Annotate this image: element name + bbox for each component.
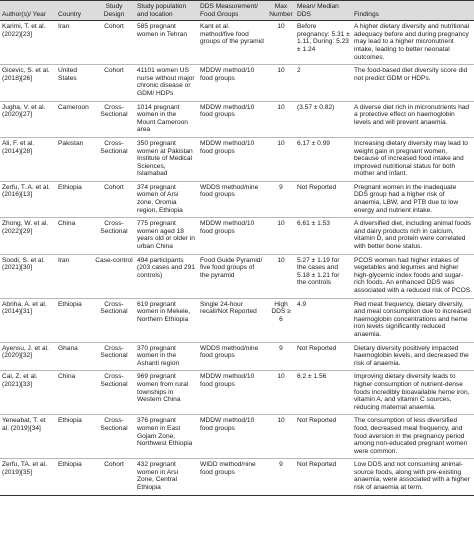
cell-study-design: Cross-Sectional bbox=[93, 218, 135, 254]
cell-max-number: 10 bbox=[267, 415, 295, 459]
cell-mean-median-dds: (3.57 ± 0.82) bbox=[295, 101, 352, 137]
cell-author-year: Zerfu, TA. et al. (2019)[35] bbox=[0, 459, 56, 495]
cell-mean-median-dds: 5.27 ± 1.19 for the cases and 5.18 ± 1.21 for the controls bbox=[295, 254, 352, 298]
cell-max-number: 10 bbox=[267, 21, 295, 65]
cell-study-population: 619 pregnant women in Mekele, Northern Ethiopia bbox=[135, 298, 198, 342]
cell-mean-median-dds: Not Reported bbox=[295, 181, 352, 217]
cell-max-number: 9 bbox=[267, 181, 295, 217]
cell-study-population: 585 pregnant women in Tehran bbox=[135, 21, 198, 65]
cell-mean-median-dds: Not Reported bbox=[295, 415, 352, 459]
cell-max-number: 10 bbox=[267, 254, 295, 298]
cell-country: Ethiopia bbox=[56, 298, 93, 342]
cell-country: Ethiopia bbox=[56, 459, 93, 495]
header-study-design: Study Design bbox=[93, 1, 135, 21]
cell-study-population: 1014 pregnant women in the Mount Cameroon area bbox=[135, 101, 198, 137]
cell-findings: A diversified diet, including animal foods and dairy products rich in calcium, vitamin D, and protein were correlated with better bone status. bbox=[352, 218, 474, 254]
cell-author-year: Cai, Z. et al. (2021)[33] bbox=[0, 371, 56, 415]
cell-dds-measurement: MDDW method/10 food groups bbox=[198, 371, 267, 415]
cell-author-year: Gicevic, S. et al. (2018)[26] bbox=[0, 65, 56, 101]
cell-study-population: 41101 women US nurse without major chronic disease or GDM/ HDPs bbox=[135, 65, 198, 101]
cell-mean-median-dds: Not Reported bbox=[295, 342, 352, 371]
cell-findings: PCOS women had higher intakes of vegetables and legumes and higher high-glycemic index foods and sugar-rich foods. An enhanced DDS was associated with a reduced risk of PCOS. bbox=[352, 254, 474, 298]
cell-study-design: Cohort bbox=[93, 65, 135, 101]
cell-author-year: Abriha, A. et al. (2014)[31] bbox=[0, 298, 56, 342]
cell-author-year: Soodi, S. et al. (2021)[30] bbox=[0, 254, 56, 298]
cell-mean-median-dds: Not Reported bbox=[295, 459, 352, 495]
cell-country: Pakistan bbox=[56, 137, 93, 181]
table-row bbox=[0, 65, 474, 101]
table-row bbox=[0, 21, 474, 65]
cell-findings: Low DDS and not consuming animal-source foods, along with pre-existing anaemia, were associated with a higher risk of anaemia at term. bbox=[352, 459, 474, 495]
cell-findings: Improving dietary diversity leads to higher consumption of nutrient-dense foods incredibly bioavailable heme iron, vitamin A, and vitamin C sources, reducing maternal anaemia. bbox=[352, 371, 474, 415]
cell-max-number: 10 bbox=[267, 137, 295, 181]
cell-author-year: Zerfu, T. A. et al. (2016)[13] bbox=[0, 181, 56, 217]
table-row bbox=[0, 298, 474, 342]
table-body bbox=[0, 21, 474, 495]
table-row bbox=[0, 371, 474, 415]
header-dds-measurement: DDS Measurement/ Food Groups bbox=[198, 1, 267, 21]
table-row bbox=[0, 415, 474, 459]
cell-study-design: Cross-Sectional bbox=[93, 298, 135, 342]
cell-study-population: 494 participants (203 cases and 291 controls) bbox=[135, 254, 198, 298]
cell-dds-measurement: WDDS method/nine food groups bbox=[198, 181, 267, 217]
cell-author-year: Ayensu, J. et al. (2020)[32] bbox=[0, 342, 56, 371]
cell-study-population: 350 pregnant women at Pakistan Institute of Medical Sciences, Islamabad bbox=[135, 137, 198, 181]
cell-dds-measurement: MDDW method/10 food groups bbox=[198, 415, 267, 459]
cell-max-number: 10 bbox=[267, 371, 295, 415]
cell-dds-measurement: Single 24-hour recall/Not Reported bbox=[198, 298, 267, 342]
cell-findings: A diverse diet rich in micronutrients had a protective effect on haemoglobin levels and will prevent anaemia. bbox=[352, 101, 474, 137]
header-author-year: Author(s)/ Year bbox=[0, 1, 56, 21]
cell-mean-median-dds: Before pregnancy: 5.31 ± 1.11, During: 5.23 ± 1.24 bbox=[295, 21, 352, 65]
cell-country: Ethiopia bbox=[56, 181, 93, 217]
cell-dds-measurement: WIDD method/nine food groups bbox=[198, 459, 267, 495]
cell-dds-measurement: Food Guide Pyramid/ five food groups of the pyramid bbox=[198, 254, 267, 298]
cell-study-design: Cohort bbox=[93, 21, 135, 65]
cell-findings: A higher dietary diversity and nutritional adequacy before and during pregnancy may lead to a higher micronutrient intake, leading to better neonatal outcomes. bbox=[352, 21, 474, 65]
cell-mean-median-dds: 6.17 ± 0.99 bbox=[295, 137, 352, 181]
cell-country: China bbox=[56, 218, 93, 254]
cell-author-year: Zhong, W. et al. (2022)[29] bbox=[0, 218, 56, 254]
cell-mean-median-dds: 6.61 ± 1.53 bbox=[295, 218, 352, 254]
cell-author-year: Yeneabat, T. et al. (2019)[34] bbox=[0, 415, 56, 459]
cell-study-design: Cohort bbox=[93, 181, 135, 217]
cell-findings: Red meat frequency, dietary diversity, and meal consumption due to increased haemoglobin concentrations and heme iron levels significantly reduced anaemia. bbox=[352, 298, 474, 342]
cell-dds-measurement: MDDW method/10 food groups bbox=[198, 65, 267, 101]
table-header bbox=[0, 1, 474, 21]
cell-findings: Pregnant women in the inadequate DDS group had a higher risk of anaemia, LBW, and PTB due to low energy and nutrient intake. bbox=[352, 181, 474, 217]
cell-study-population: 370 pregnant women in the Ashanti region bbox=[135, 342, 198, 371]
cell-country: Iran bbox=[56, 21, 93, 65]
cell-country: Iran bbox=[56, 254, 93, 298]
cell-author-year: Ali, F. et al. (2014)[28] bbox=[0, 137, 56, 181]
cell-study-population: 432 pregnant women in Arsi Zone, Central Ethiopia bbox=[135, 459, 198, 495]
table-row bbox=[0, 137, 474, 181]
header-max-number: Max Number bbox=[267, 1, 295, 21]
cell-country: China bbox=[56, 371, 93, 415]
cell-study-design: Case-control bbox=[93, 254, 135, 298]
cell-dds-measurement: MDDW method/10 food groups bbox=[198, 137, 267, 181]
header-study-population: Study population and location bbox=[135, 1, 198, 21]
cell-max-number: High DDS ≥ 6 bbox=[267, 298, 295, 342]
cell-study-population: 374 pregnant women of Arsi zone, Oromia region, Ethiopia bbox=[135, 181, 198, 217]
cell-findings: Increasing dietary diversity may lead to weight gain in pregnant women, because of increased food intake and improved nutritional status for both mother and infant. bbox=[352, 137, 474, 181]
cell-country: Ethiopia bbox=[56, 415, 93, 459]
table-row bbox=[0, 459, 474, 495]
cell-study-design: Cross-Sectional bbox=[93, 137, 135, 181]
table-row bbox=[0, 181, 474, 217]
cell-max-number: 10 bbox=[267, 65, 295, 101]
cell-author-year: Karimi, T. et al. (2022)[23] bbox=[0, 21, 56, 65]
cell-mean-median-dds: 2 bbox=[295, 65, 352, 101]
cell-findings: The food-based diet diversity score did not predict GDM or HDPs. bbox=[352, 65, 474, 101]
cell-country: United States bbox=[56, 65, 93, 101]
table-row bbox=[0, 342, 474, 371]
cell-dds-measurement: MDDW method/10 food groups bbox=[198, 218, 267, 254]
cell-max-number: 10 bbox=[267, 218, 295, 254]
cell-max-number: 9 bbox=[267, 459, 295, 495]
cell-study-design: Cohort bbox=[93, 459, 135, 495]
cell-study-design: Cross-Sectional bbox=[93, 342, 135, 371]
header-country: Country bbox=[56, 1, 93, 21]
cell-study-population: 969 pregnant women from rural townships in Western China bbox=[135, 371, 198, 415]
cell-study-design: Cross-Sectional bbox=[93, 415, 135, 459]
cell-study-population: 376 pregnant women in East Gojam Zone, Northwest Ethiopia bbox=[135, 415, 198, 459]
header-findings: Findings bbox=[352, 1, 474, 21]
cell-study-design: Cross-Sectional bbox=[93, 371, 135, 415]
table-row bbox=[0, 254, 474, 298]
cell-dds-measurement: WDDS method/nine food groups bbox=[198, 342, 267, 371]
header-mean-median-dds: Mean/ Median DDS bbox=[295, 1, 352, 21]
cell-country: Cameroon bbox=[56, 101, 93, 137]
cell-mean-median-dds: 4.9 bbox=[295, 298, 352, 342]
cell-dds-measurement: MDDW method/10 food groups bbox=[198, 101, 267, 137]
table-row bbox=[0, 101, 474, 137]
cell-study-population: 775 pregnant women aged 18 years old or older in urban China bbox=[135, 218, 198, 254]
cell-max-number: 10 bbox=[267, 101, 295, 137]
cell-dds-measurement: Kant et al. method/five food groups of the pyramid bbox=[198, 21, 267, 65]
cell-mean-median-dds: 6.2 ± 1.56 bbox=[295, 371, 352, 415]
cell-max-number: 9 bbox=[267, 342, 295, 371]
cell-findings: The consumption of less diversified food, decreased meal frequency, and food aversion in the pregnancy period among non-educated pregnant women were common. bbox=[352, 415, 474, 459]
cell-author-year: Jugha, V. et al. (2020)[27] bbox=[0, 101, 56, 137]
table-row bbox=[0, 218, 474, 254]
cell-study-design: Cross-Sectional bbox=[93, 101, 135, 137]
cell-findings: Dietary diversity positively impacted haemoglobin levels, and decreased the risk of anaemia. bbox=[352, 342, 474, 371]
cell-country: Ghana bbox=[56, 342, 93, 371]
